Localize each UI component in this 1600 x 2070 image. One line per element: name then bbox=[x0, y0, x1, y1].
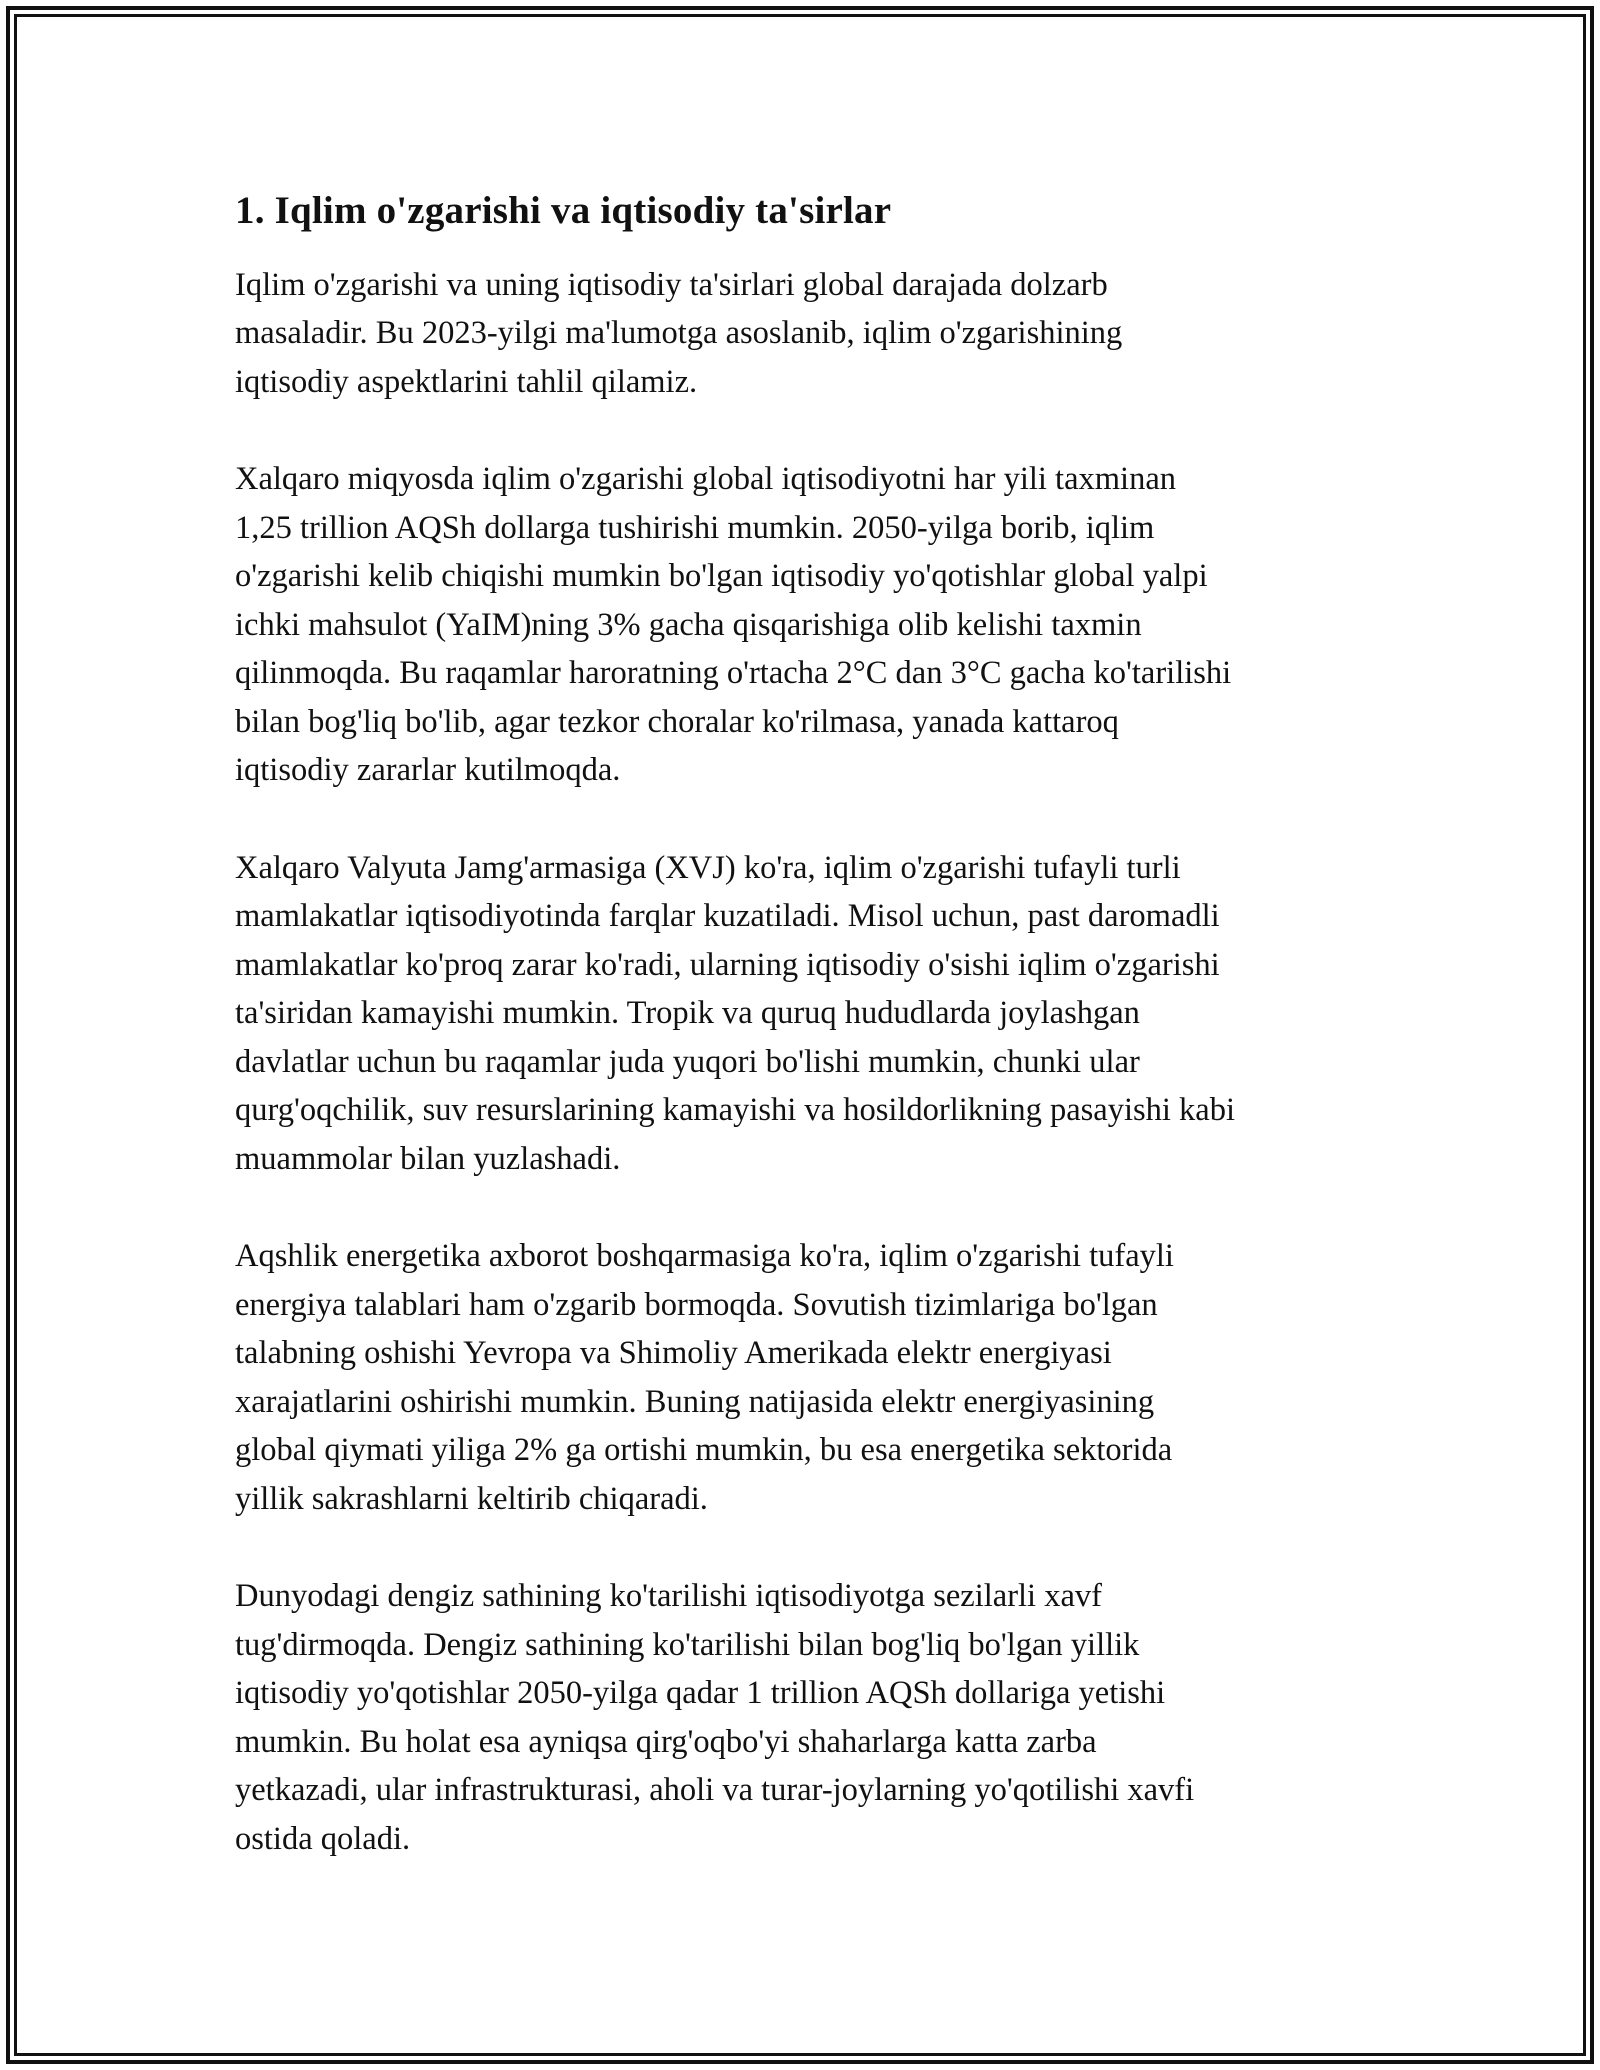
paragraph-intro: Iqlim o'zgarishi va uning iqtisodiy ta'sirlari global darajada dolzarb masaladir. Bu 2023-yilgi ma'lumotga asoslanib, iqlim o'zgarishining iqtisodiy aspektlarini tahlil qilamiz. bbox=[235, 266, 1123, 400]
document-body bbox=[235, 188, 1375, 1912]
paragraph-imf: Xalqaro Valyuta Jamg'armasiga (XVJ) ko'ra, iqlim o'zgarishi tufayli turli mamlakatlar iqtisodiyotinda farqlar kuzatiladi. Misol uchun, past daromadli mamlakatlar ko'proq zarar ko'radi, ularning iqtisodiy o'sishi iqlim o'zgarishi ta'siridan kamayishi mumkin. Tropik va quruq hududlarda joylashgan davlatlar uchun bu raqamlar juda yuqori bo'lishi mumkin, chunki ular qurg'oqchilik, suv resurslarining kamayishi va hosildorlikning pasayishi kabi muammolar bilan yuzlashadi. bbox=[235, 849, 1235, 1177]
paragraph-energy: Aqshlik energetika axborot boshqarmasiga ko'ra, iqlim o'zgarishi tufayli energiya talablari ham o'zgarib bormoqda. Sovutish tizimlariga bo'lgan talabning oshishi Yevropa va Shimoliy Amerikada elektr energiyasi xarajatlarini oshirishi mumkin. Buning natijasida elektr energiyasining global qiymati yiliga 2% ga ortishi mumkin, bu esa energetika sektorida yillik sakrashlarni keltirib chiqaradi. bbox=[235, 1238, 1174, 1517]
section-title: 1. Iqlim o'zgarishi va iqtisodiy ta'sirlar bbox=[235, 189, 892, 232]
paragraph-global-losses: Xalqaro miqyosda iqlim o'zgarishi global iqtisodiyotni har yili taxminan 1,25 trillion AQSh dollarga tushirishi mumkin. 2050-yilga borib, iqlim o'zgarishi kelib chiqishi mumkin bo'lgan iqtisodiy yo'qotishlar global yalpi ichki mahsulot (YaIM)ning 3% gacha qisqarishiga olib kelishi taxmin qilinmoqda. Bu raqamlar haroratning o'rtacha 2°C dan 3°C gacha ko'tarilishi bilan bog'liq bo'lib, agar tezkor choralar ko'rilmasa, yanada kattaroq iqtisodiy zararlar kutilmoqda. bbox=[235, 461, 1232, 789]
paragraph-sea-level: Dunyodagi dengiz sathining ko'tarilishi iqtisodiyotga sezilarli xavf tug'dirmoqda. Dengiz sathining ko'tarilishi bilan bog'liq bo'lgan yillik iqtisodiy yo'qotishlar 2050-yilga qadar 1 trillion AQSh dollariga yetishi mumkin. Bu holat esa ayniqsa qirg'oqbo'yi shaharlarga katta zarba yetkazadi, ular infrastrukturasi, aholi va turar-joylarning yo'qotilishi xavfi ostida qoladi. bbox=[235, 1578, 1195, 1857]
